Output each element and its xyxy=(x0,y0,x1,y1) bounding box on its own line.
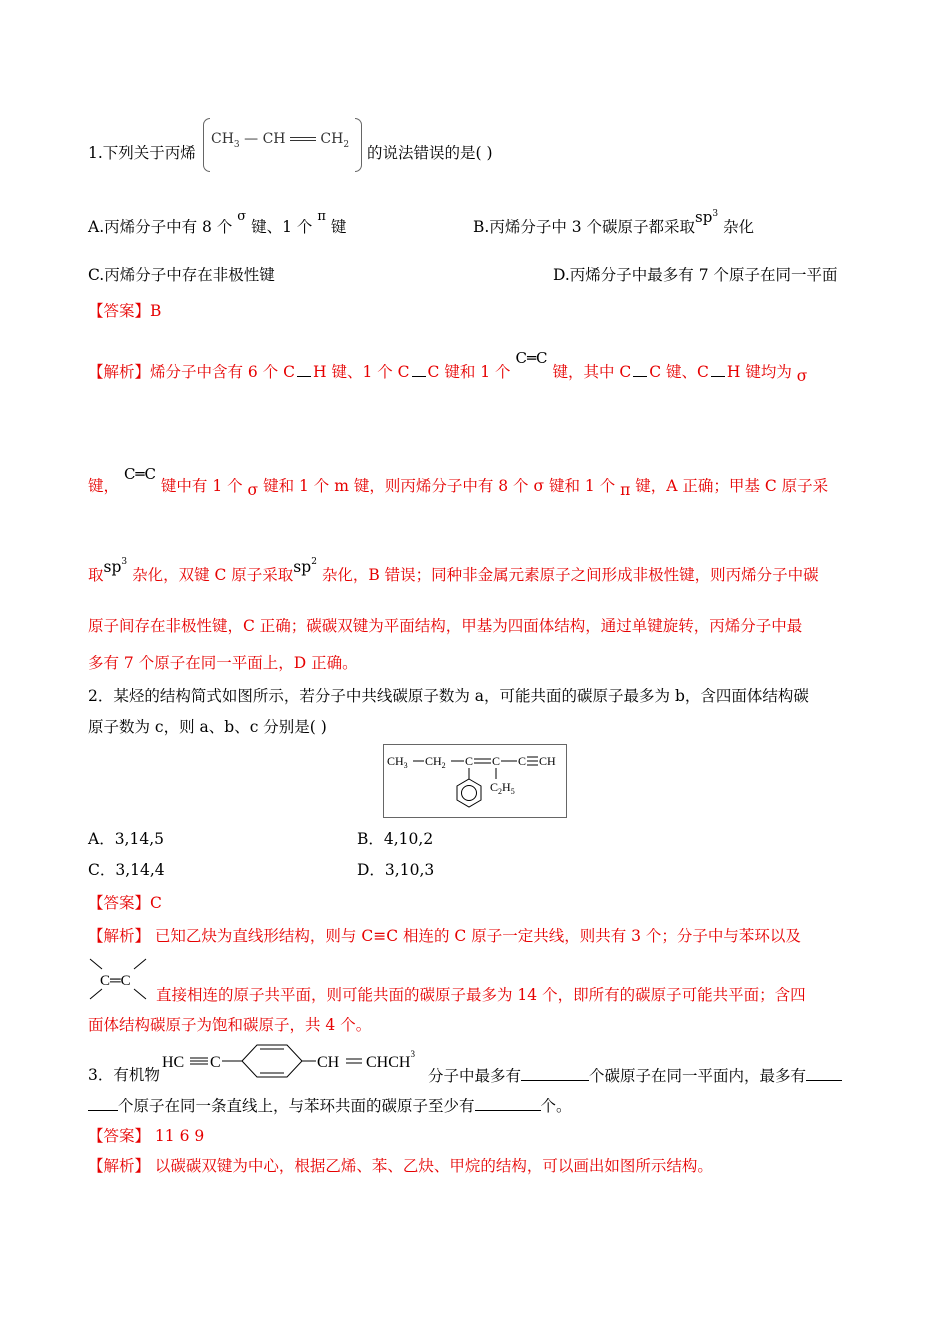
blank-2-start[interactable] xyxy=(806,1066,842,1081)
q1-option-b: B.丙烯分子中 3 个碳原子都采取$sp^3$ 杂化 xyxy=(473,208,755,236)
q2-stem-line2: 原子数为 c，则 a、b、c 分别是( ) xyxy=(88,718,327,736)
q1-option-a: A.丙烯分子中有 8 个 $^\sigma$ 键、1 个 $^\pi$ 键 xyxy=(88,209,347,236)
q1-option-d: D.丙烯分子中最多有 7 个原子在同一平面 xyxy=(553,266,838,284)
q1-explanation-line4: 原子间存在非极性键，C 正确；碳碳双键为平面结构，甲基为四面体结构，通过单键旋转，丙烯分子中最 xyxy=(88,617,803,635)
q2-option-b: B．4,10,2 xyxy=(357,830,434,848)
svg-text:C2H5: $C_2H_5$ xyxy=(490,780,515,796)
svg-text:C: C xyxy=(210,1054,221,1071)
svg-text:C═C: C═C xyxy=(100,973,131,989)
right-bracket xyxy=(355,118,362,172)
q1-option-c: C.丙烯分子中存在非极性键 xyxy=(88,266,275,284)
q1-explanation-line3: 取$sp^3$ 杂化，双键 C 原子采取$sp^2$ 杂化，B 错误；同种非金属元素原子之间形成非极性键，则丙烯分子中碳 xyxy=(88,557,819,584)
q1-explanation-line5: 多有 7 个原子在同一平面上，D 正确。 xyxy=(88,654,358,672)
q1-explanation-line2: 键， C═C 键中有 1 个 σ 键和 1 个 m 键，则丙烯分子中有 8 个 σ 键和 1 个 π 键，A 正确；甲基 C 原子采 xyxy=(88,465,829,499)
q2-explanation-line2: 直接相连的原子共平面，则可能共面的碳原子最多为 14 个，即所有的碳原子可能共平面；含四 xyxy=(156,986,806,1004)
left-bracket xyxy=(203,118,210,172)
blank-2-end[interactable] xyxy=(88,1096,118,1111)
q2-option-d: D．3,10,3 xyxy=(357,861,435,879)
q3-answer: 【答案】 11 6 9 xyxy=(88,1127,205,1145)
q2-option-a: A．3,14,5 xyxy=(88,830,164,848)
q2-answer: 【答案】C xyxy=(88,894,162,912)
q1-answer: 【答案】B xyxy=(88,302,162,320)
blank-3[interactable] xyxy=(475,1096,541,1111)
svg-text:CH2: $CH_2$ xyxy=(425,754,446,770)
blank-1[interactable] xyxy=(521,1066,589,1081)
q1-explanation-line1: 【解析】烯分子中含有 6 个 C H 键、1 个 C C 键和 1 个 C═C 键，其中 C C 键、C H 键均为 σ xyxy=(88,349,808,385)
q3-stem-line2: 个原子在同一条直线上，与苯环共面的碳原子至少有 个。 xyxy=(88,1096,572,1116)
q1-stem-end: 的说法错误的是( ) xyxy=(367,144,493,162)
svg-text:CH: CH xyxy=(539,754,556,768)
q2-structure-figure xyxy=(383,744,567,818)
q2-explanation-line3: 面体结构碳原子为饱和碳原子，共 4 个。 xyxy=(88,1016,372,1034)
q3-stem-prefix: 3．有机物 xyxy=(88,1066,160,1084)
cc-double-bond-structure xyxy=(86,955,150,1003)
svg-text:CHCH3: CHCH$^3$ xyxy=(366,1049,415,1071)
q1-stem: 1.下列关于丙烯 xyxy=(88,144,196,162)
q3-stem-rest: 分子中最多有 个碳原子在同一平面内，最多有 xyxy=(428,1066,842,1086)
svg-text:HC: HC xyxy=(162,1054,185,1071)
svg-text:CH3: $CH_3$ xyxy=(387,754,408,770)
q2-explanation-line1: 【解析】 已知乙炔为直线形结构，则与 C≡C 相连的 C 原子一定共线，则共有 3 个；分子中与苯环以及 xyxy=(88,927,801,945)
q2-option-c: C．3,14,4 xyxy=(88,861,165,879)
q3-molecule-formula xyxy=(160,1040,428,1084)
propylene-formula: $CH_3$ — CH $CH_2$ xyxy=(211,131,350,150)
svg-text:C: C xyxy=(518,754,527,768)
q3-explanation: 【解析】 以碳碳双键为中心，根据乙烯、苯、乙炔、甲烷的结构，可以画出如图所示结构。 xyxy=(88,1157,713,1175)
q2-stem-line1: 2．某烃的结构简式如图所示，若分子中共线碳原子数为 a，可能共面的碳原子最多为 b，含四面体结构碳 xyxy=(88,687,809,705)
svg-text:CH: CH xyxy=(317,1054,340,1071)
svg-text:C: C xyxy=(465,754,474,768)
svg-text:C: C xyxy=(492,754,501,768)
